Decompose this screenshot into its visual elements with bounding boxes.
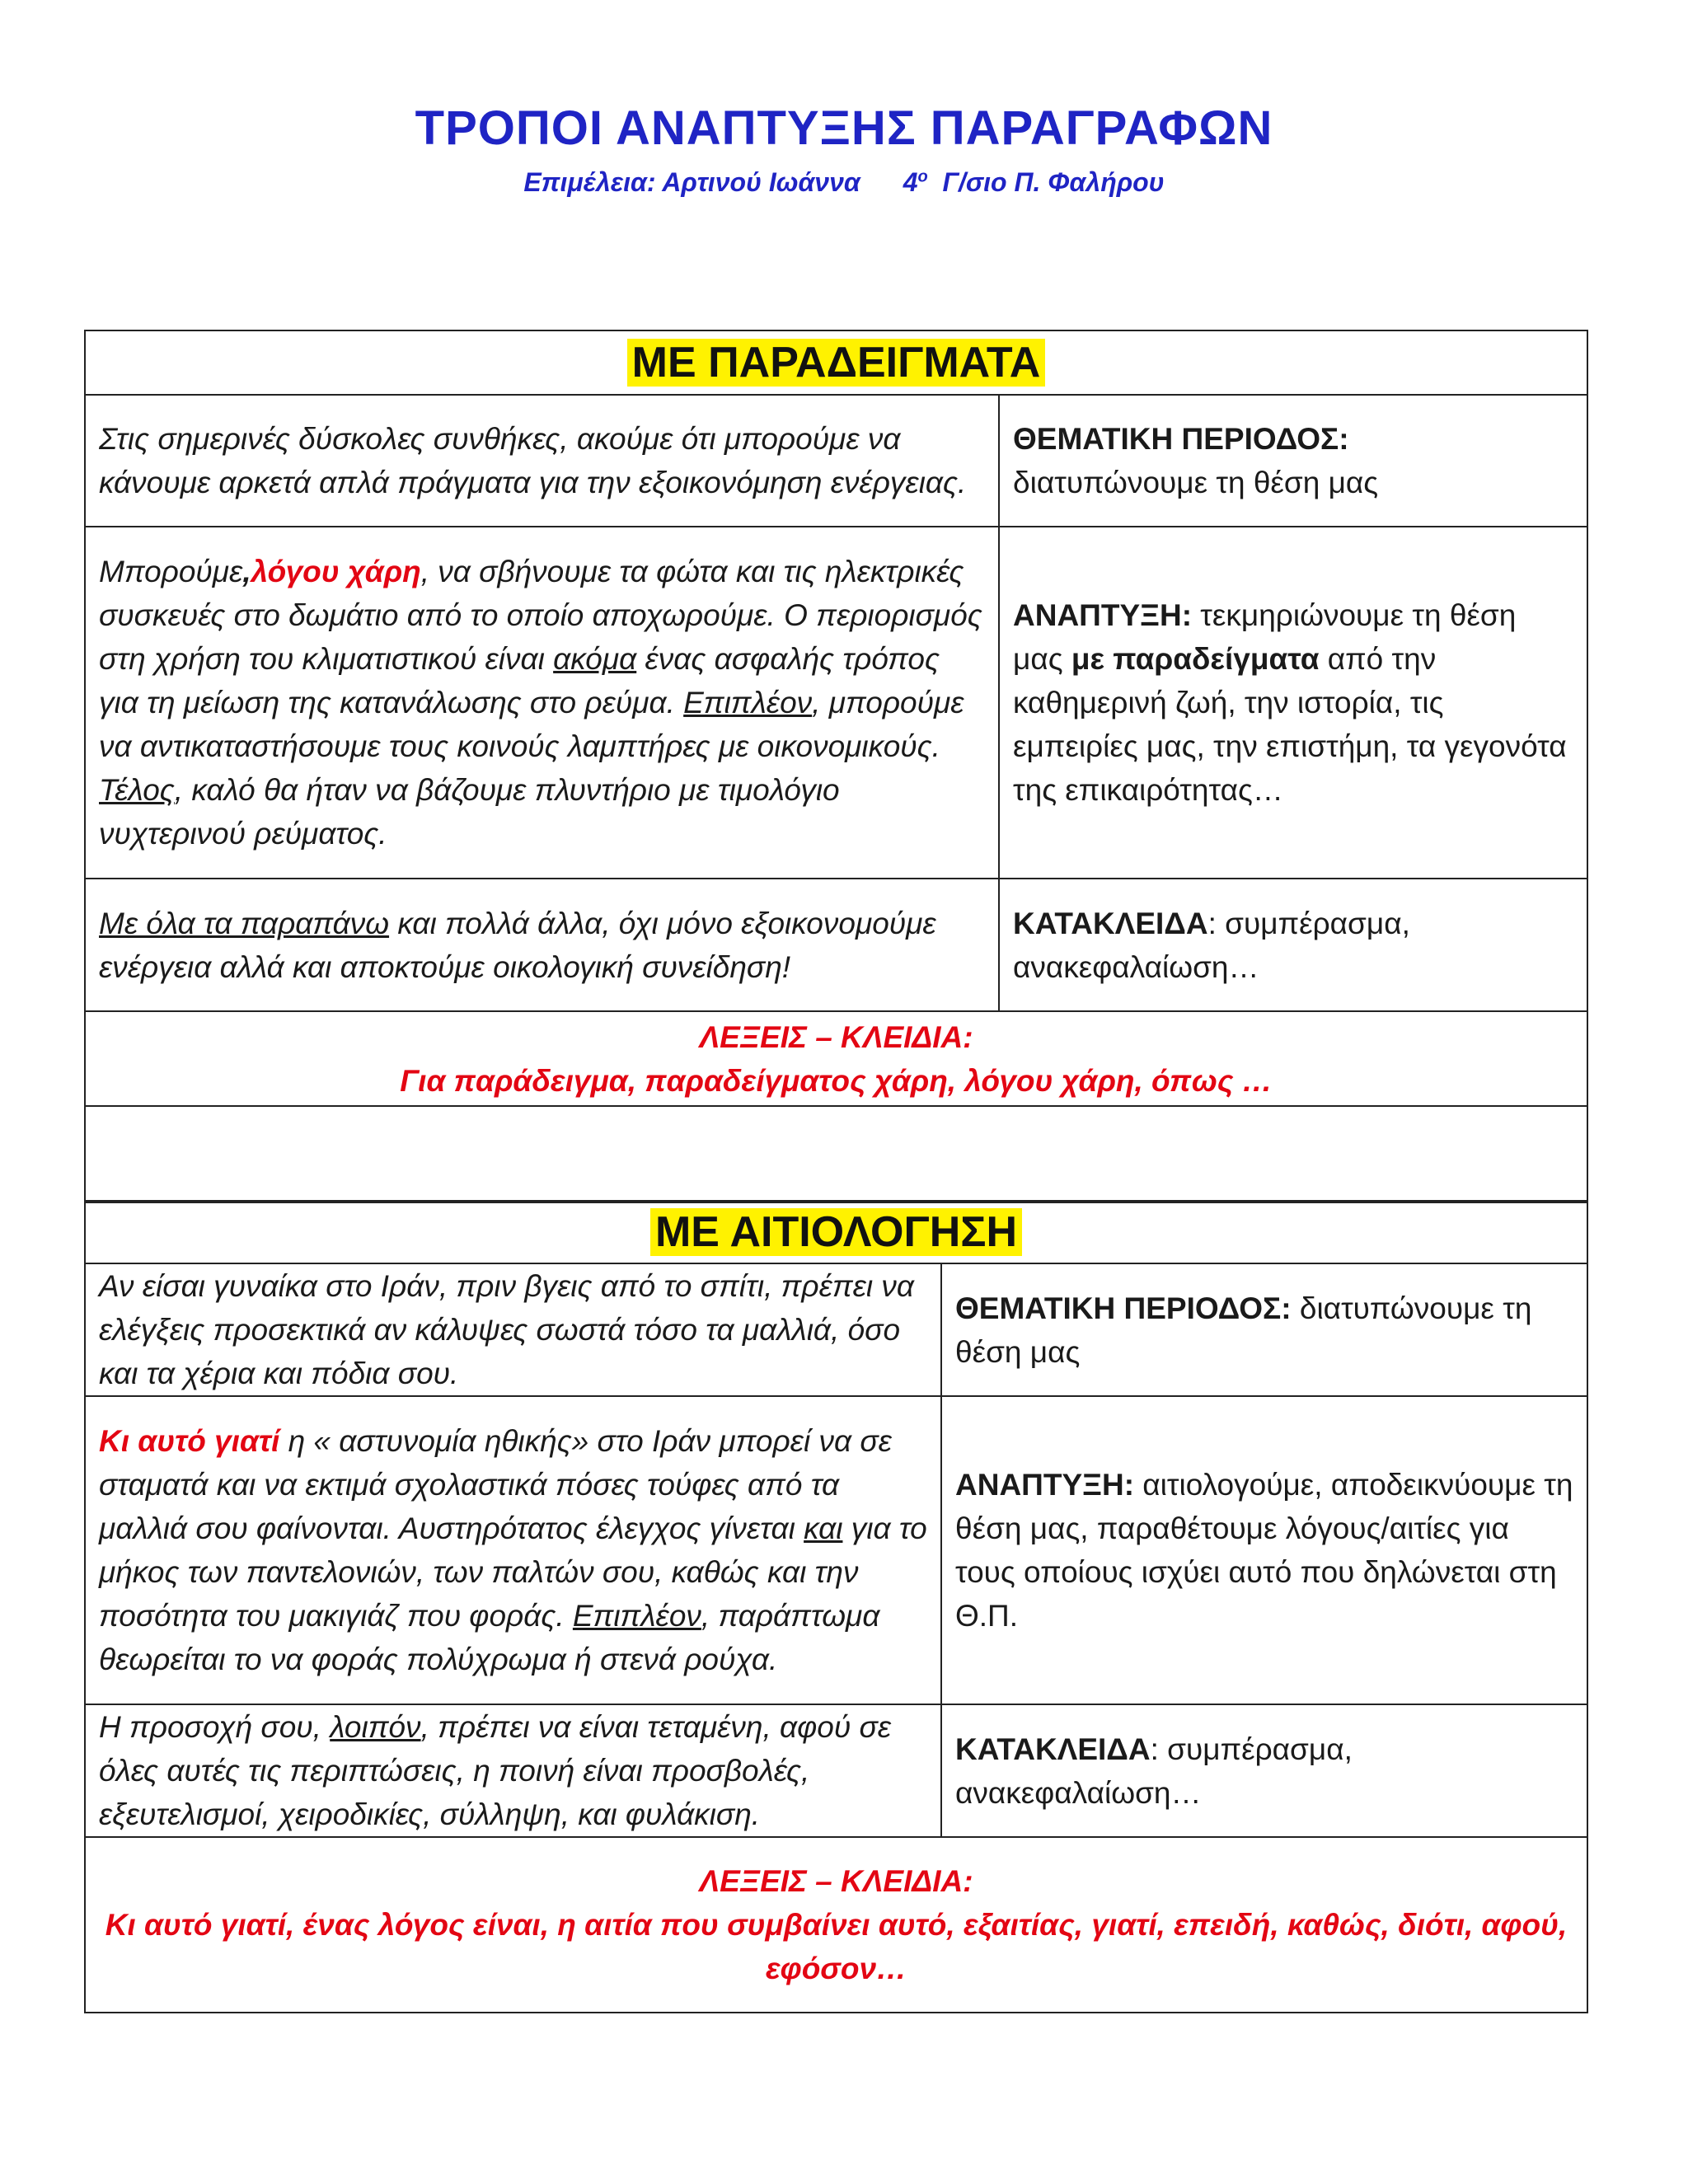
- text: , μπορούμε να αντικαταστήσουμε τους κοινούς λαμπτήρες με οικονομικούς.: [99, 686, 964, 763]
- text: Η προσοχή σου,: [99, 1710, 331, 1744]
- underlined-connector: λοιπόν: [330, 1710, 421, 1744]
- text: ένας ασφαλής τρόπος για τη μείωση της κατανάλωσης στο ρεύμα.: [99, 642, 940, 719]
- text: : συμπέρασμα, ανακεφαλαίωση…: [955, 1732, 1353, 1810]
- topic-sentence-label: ΘΕΜΑΤΙΚΗ ΠΕΡΙΟΔΟΣ:: [1013, 422, 1349, 456]
- text: , καλό θα ήταν να βάζουμε πλυντήριο με τιμολόγιο νυχτερινού ρεύματος.: [99, 773, 840, 851]
- underlined-connector: Επιπλέον: [683, 686, 813, 719]
- underlined-connector: Τέλος: [99, 773, 175, 807]
- development-label: ΑΝΑΠΤΥΞΗ:: [955, 1468, 1135, 1502]
- example-text: Στις σημερινές δύσκολες συνθήκες, ακούμε ότι μπορούμε να κάνουμε αρκετά απλά πράγματα για την εξοικονόμηση ενέργειας.: [99, 422, 967, 499]
- text: Μπορούμε: [99, 555, 243, 588]
- keywords-title: ΛΕΞΕΙΣ – ΚΛΕΙΔΙΑ:: [699, 1864, 973, 1898]
- section-title-cell: [85, 330, 1587, 395]
- school-name: Γ/σιο Π. Φαλήρου: [942, 167, 1165, 197]
- text: αιτιολογούμε, αποδεικνύουμε τη θέση μας, παραθέτουμε λόγους/αιτίες για τους οποίους ισχύει αυτό που δηλώνεται στη Θ.Π.: [955, 1468, 1573, 1633]
- example-conclusion: [85, 879, 999, 1011]
- school-number-sup: ο: [917, 167, 928, 186]
- underlined-connector: ακόμα: [553, 642, 637, 676]
- author-credit: Επιμέλεια: Αρτινού Ιωάννα: [523, 167, 860, 197]
- conclusion-label: ΚΑΤΑΚΛΕΙΔΑ: [955, 1732, 1151, 1766]
- text: , να σβήνουμε τα φώτα και τις ηλεκτρικές συσκευές στο δωμάτιο από το οποίο αποχωρούμε. Ο περιορισμός στη χρήση του κλιματιστικού είναι: [99, 555, 982, 676]
- text: η « αστυνομία ηθικής» στο Ιράν μπορεί να σε σταματά και να εκτιμά σχολαστικά πόσες τούφες από τα μαλλιά σου φαίνονται. Αυστηρότατος έλεγχος γίνεται: [99, 1424, 892, 1545]
- keywords-list: Κι αυτό γιατί, ένας λόγος είναι, η αιτία που συμβαίνει αυτό, εξαιτίας, γιατί, επειδή, καθώς, διότι, αφού, εφόσον…: [105, 1908, 1568, 1985]
- conclusion-description: [999, 879, 1587, 1011]
- empty-row: [85, 1106, 1587, 1202]
- example-topic-sentence: [85, 1263, 941, 1396]
- conclusion-description: [941, 1704, 1587, 1837]
- keywords-cell: [85, 1837, 1587, 2013]
- example-conclusion: [85, 1704, 941, 1837]
- text: για το μήκος των παντελονιών, των παλτών σου, καθώς και την ποσότητα του μακιγιάζ που φοράς.: [99, 1511, 927, 1633]
- keyword-highlight: Κι αυτό γιατί: [99, 1424, 280, 1458]
- document-header: [0, 101, 1688, 198]
- text: και πολλά άλλα, όχι μόνο εξοικονομούμε ενέργεια αλλά και αποκτούμε οικολογική συνείδηση!: [99, 906, 936, 984]
- text: , πρέπει να είναι τεταμένη, αφού σε όλες αυτές τις περιπτώσεις, η ποινή είναι προσβολές, εξευτελισμοί, χειροδικίες, σύλληψη, και φυλάκιση.: [99, 1710, 892, 1831]
- school-number: 4: [903, 167, 918, 197]
- topic-sentence-description: [941, 1263, 1587, 1396]
- development-label: ΑΝΑΠΤΥΞΗ:: [1013, 598, 1193, 632]
- section-examples-table: [84, 330, 1588, 1203]
- section-title: ΜΕ ΑΙΤΙΟΛΟΓΗΣΗ: [650, 1208, 1022, 1256]
- underlined-connector: και: [804, 1511, 843, 1545]
- keywords-list: Για παράδειγμα, παραδείγματος χάρη, λόγου χάρη, όπως …: [400, 1063, 1273, 1098]
- example-development: [85, 527, 999, 879]
- example-development: [85, 1396, 941, 1704]
- example-topic-sentence: [85, 395, 999, 527]
- development-description: [941, 1396, 1587, 1704]
- section-title-cell: [85, 1201, 1587, 1263]
- underlined-connector: Με όλα τα παραπάνω: [99, 906, 390, 940]
- text: διατυπώνουμε τη θέση μας: [955, 1291, 1532, 1369]
- text: με παραδείγματα: [1071, 642, 1320, 676]
- text: ,: [242, 555, 251, 588]
- document-title: ΤΡΟΠΟΙ ΑΝΑΠΤΥΞΗΣ ΠΑΡΑΓΡΑΦΩΝ: [415, 101, 1273, 155]
- keywords-cell: [85, 1011, 1587, 1106]
- section-title: ΜΕ ΠΑΡΑΔΕΙΓΜΑΤΑ: [627, 339, 1046, 387]
- text: : συμπέρασμα, ανακεφαλαίωση…: [1013, 906, 1410, 984]
- text: από την καθημερινή ζωή, την ιστορία, τις εμπειρίες μας, την επιστήμη, τα γεγονότα της επικαιρότητας…: [1013, 642, 1567, 807]
- document-credit: [0, 167, 1688, 198]
- keywords-title: ΛΕΞΕΙΣ – ΚΛΕΙΔΙΑ:: [699, 1019, 973, 1054]
- section-reasoning-table: [84, 1200, 1588, 2013]
- underlined-connector: Επιπλέον: [572, 1599, 701, 1633]
- conclusion-label: ΚΑΤΑΚΛΕΙΔΑ: [1013, 906, 1208, 940]
- text: τεκμηριώνουμε τη θέση μας: [1013, 598, 1517, 676]
- topic-sentence-description: [999, 395, 1587, 527]
- text: , παράπτωμα θεωρείται το να φοράς πολύχρωμα ή στενά ρούχα.: [99, 1599, 880, 1676]
- topic-sentence-label: ΘΕΜΑΤΙΚΗ ΠΕΡΙΟΔΟΣ:: [955, 1291, 1292, 1325]
- development-description: [999, 527, 1587, 879]
- keyword-highlight: λόγου χάρη: [251, 555, 421, 588]
- example-text: Αν είσαι γυναίκα στο Ιράν, πριν βγεις από το σπίτι, πρέπει να ελέγξεις προσεκτικά αν κάλυψες σωστά τόσο τα μαλλιά, όσο και τα χέρια και πόδια σου.: [99, 1269, 915, 1390]
- topic-sentence-desc: διατυπώνουμε τη θέση μας: [1013, 466, 1379, 499]
